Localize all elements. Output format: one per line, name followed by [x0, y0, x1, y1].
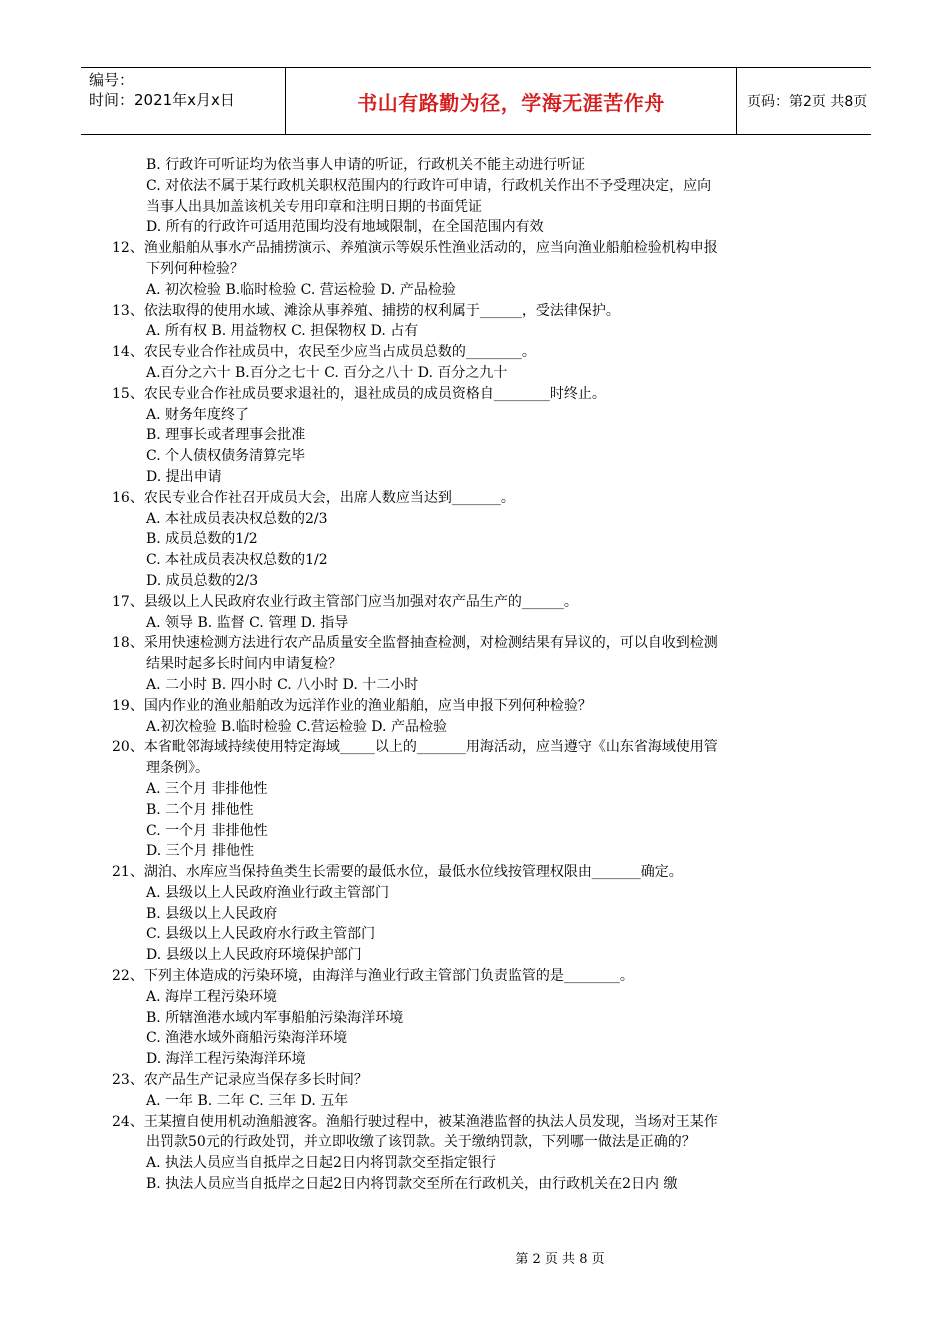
text-line: 13、依法取得的使用水域、滩涂从事养殖、捕捞的权利属于______，受法律保护。 [112, 302, 620, 319]
text-line: A. 初次检验 B.临时检验 C. 营运检验 D. 产品检验 [146, 281, 456, 298]
page-footer [0, 1248, 950, 1267]
text-line: B. 理事长或者理事会批准 [146, 427, 306, 444]
text-line: A. 县级以上人民政府渔业行政主管部门 [146, 884, 390, 901]
motto: 书山有路勤为径，学海无涯苦作舟 [357, 90, 665, 115]
text-line: 下列何种检验？ [146, 260, 244, 277]
time-label: 时间：2021年x月x日 [89, 91, 235, 109]
header-page-code [737, 68, 871, 134]
text-line: 19、国内作业的渔业船舶改为远洋作业的渔业船舶，应当申报下列何种检验？ [112, 697, 592, 714]
text-line: A. 执法人员应当自抵岸之日起2日内将罚款交至指定银行 [146, 1155, 496, 1172]
page-code: 页码：第2页 共8页 [747, 94, 868, 110]
text-line: D. 县级以上人民政府环境保护部门 [146, 947, 362, 964]
text-line: D. 成员总数的2/3 [146, 572, 259, 589]
text-line: C. 本社成员表决权总数的1/2 [146, 552, 328, 569]
text-line: D. 所有的行政许可适用范围均没有地域限制，在全国范围内有效 [146, 219, 544, 236]
text-line: 12、渔业船舶从事水产品捕捞演示、养殖演示等娱乐性渔业活动的，应当向渔业船舶检验机构申报 [112, 240, 718, 257]
text-line: 14、农民专业合作社成员中，农民至少应当占成员总数的________。 [112, 344, 536, 361]
text-line: 15、农民专业合作社成员要求退社的，退社成员的成员资格自________时终止。 [112, 385, 606, 402]
text-line: 结果时起多长时间内申请复检？ [146, 656, 342, 673]
text-line: 当事人出具加盖该机关专用印章和注明日期的书面凭证 [146, 198, 482, 215]
header-motto-cell [285, 68, 737, 134]
text-line: 16、农民专业合作社召开成员大会，出席人数应当达到_______。 [112, 489, 515, 506]
text-line: C. 渔港水域外商船污染海洋环境 [146, 1030, 348, 1047]
text-line: C. 一个月 非排他性 [146, 822, 268, 839]
text-line: A. 三个月 非排他性 [146, 780, 268, 797]
document-body [112, 155, 842, 1195]
footer-page-number: 第 2 页 共 8 页 [515, 1252, 605, 1267]
text-line: 出罚款50元的行政处罚，并立即收缴了该罚款。关于缴纳罚款，下列哪一做法是正确的？ [146, 1134, 696, 1151]
text-line: B. 所辖渔港水域内军事船舶污染海洋环境 [146, 1009, 404, 1026]
text-line: B. 行政许可听证均为依当事人申请的听证，行政机关不能主动进行听证 [146, 157, 586, 173]
text-line: A.初次检验 B.临时检验 C.营运检验 D. 产品检验 [146, 718, 447, 735]
text-line: C. 对依法不属于某行政机关职权范围内的行政许可申请，行政机关作出不予受理决定，应向 [146, 177, 712, 194]
text-line: 20、本省毗邻海域持续使用特定海域_____以上的_______用海活动，应当遵守《山东省海域使用管 [112, 739, 718, 756]
text-line: 21、湖泊、水库应当保持鱼类生长需要的最低水位，最低水位线按管理权限由_______确定。 [112, 864, 683, 881]
text-line: C. 个人债权债务清算完毕 [146, 448, 306, 465]
text-line: 22、下列主体造成的污染环境，由海洋与渔业行政主管部门负责监管的是________。 [112, 968, 634, 985]
text-line: A. 所有权 B. 用益物权 C. 担保物权 D. 占有 [146, 323, 419, 340]
text-line: 18、采用快速检测方法进行农产品质量安全监督抽查检测，对检测结果有异议的，可以自收到检测 [112, 635, 718, 652]
text-line: 24、王某擅自使用机动渔船渡客。渔船行驶过程中，被某渔港监督的执法人员发现，当场对王某作 [112, 1113, 718, 1130]
text-line: C. 县级以上人民政府水行政主管部门 [146, 926, 376, 943]
text-line: A. 本社成员表决权总数的2/3 [146, 510, 328, 527]
text-line: B. 二个月 排他性 [146, 801, 254, 818]
text-line: B. 成员总数的1/2 [146, 531, 258, 548]
code-label: 编号： [89, 71, 135, 89]
text-line: D. 三个月 排他性 [146, 843, 255, 860]
text-line: A. 海岸工程污染环境 [146, 988, 278, 1005]
text-line: B. 县级以上人民政府 [146, 905, 278, 922]
text-line: A. 财务年度终了 [146, 406, 250, 423]
text-line: A. 二小时 B. 四小时 C. 八小时 D. 十二小时 [146, 676, 419, 693]
header-info [81, 68, 285, 134]
page-header [81, 67, 871, 135]
text-line: 17、县级以上人民政府农业行政主管部门应当加强对农产品生产的______。 [112, 593, 578, 610]
text-line: D. 海洋工程污染海洋环境 [146, 1051, 306, 1068]
text-line: A. 一年 B. 二年 C. 三年 D. 五年 [146, 1092, 349, 1109]
text-line: 23、农产品生产记录应当保存多长时间？ [112, 1072, 368, 1089]
text-line: B. 执法人员应当自抵岸之日起2日内将罚款交至所在行政机关，由行政机关在2日内 缴 [146, 1176, 678, 1193]
text-line: A. 领导 B. 监督 C. 管理 D. 指导 [146, 614, 349, 631]
text-line: A.百分之六十 B.百分之七十 C. 百分之八十 D. 百分之九十 [146, 364, 508, 381]
text-line: 理条例》。 [146, 760, 209, 777]
text-line: D. 提出申请 [146, 468, 222, 485]
